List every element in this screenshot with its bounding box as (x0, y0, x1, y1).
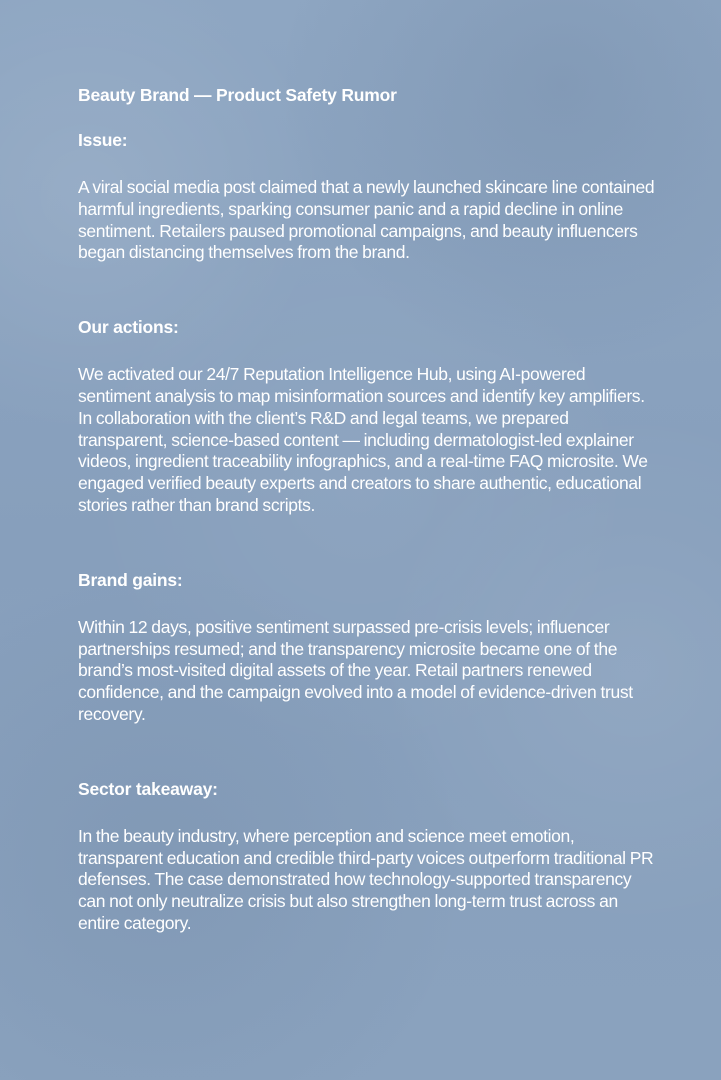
section-spacer (78, 517, 658, 569)
section-body-brand-gains: Within 12 days, positive sentiment surpassed pre-crisis levels; influencer partnerships resumed; and the transparency microsite became one of the brand’s most-visited digital assets of the year. Retail partners renewed confidence, and the campaign evolved into a model of evidence-driven trust recovery. (78, 616, 633, 724)
section-body-issue: A viral social media post claimed that a newly launched skincare line contained harmful ingredients, sparking consumer panic and a rapid decline in online sentiment. Retailers paused promotional campaigns, and beauty influencers began distancing themselves from the brand. (78, 177, 655, 263)
section-spacer (78, 264, 658, 316)
section-sector-takeaway (78, 778, 658, 935)
section-body-our-actions: We activated our 24/7 Reputation Intelligence Hub, using AI-powered sentiment analysis to map misinformation sources and identify key amplifiers. In collaboration with the client’s R&D and legal teams, we prepared transparent, science-based content — including dermatologist-led explainer videos, ingredient traceability infographics, and a real-time FAQ microsite. We engaged verified beauty experts and creators to share authentic, educational stories rather than brand scripts. (78, 364, 648, 515)
section-issue (78, 129, 658, 264)
section-our-actions (78, 316, 658, 517)
section-heading-issue: Issue: (78, 130, 128, 150)
section-body-sector-takeaway: In the beauty industry, where perception and science meet emotion, transparent education and credible third-party voices outperform traditional PR defenses. The case demonstrated how technology-supported transparency can not only neutralize crisis but also strengthen long-term trust across an entire category. (78, 825, 654, 933)
section-brand-gains (78, 569, 658, 726)
section-heading-brand-gains: Brand gains: (78, 569, 183, 590)
section-heading-sector-takeaway: Sector takeaway: (78, 778, 218, 799)
section-heading-our-actions: Our actions: (78, 317, 179, 338)
document-title: Beauty Brand — Product Safety Rumor (78, 85, 397, 105)
section-spacer (78, 726, 658, 778)
case-study-document (78, 84, 658, 935)
